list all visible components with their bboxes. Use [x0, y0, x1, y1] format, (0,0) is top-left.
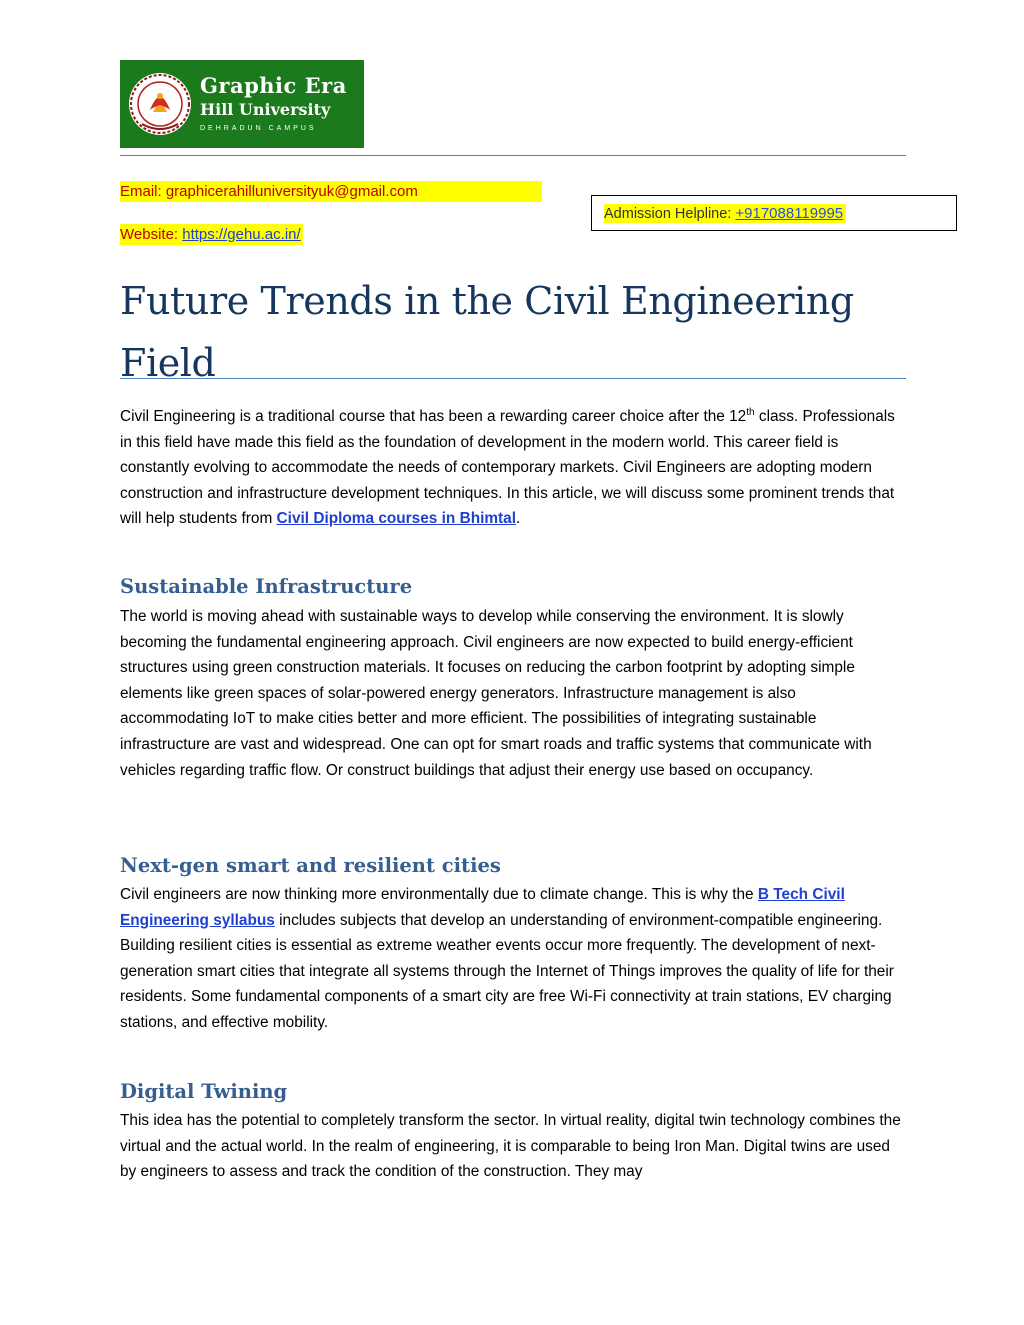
website-link[interactable]: https://gehu.ac.in/ — [182, 226, 301, 243]
intro-text-2: class. Professionals in this field have made this field as the foundation of development in the modern world. This career field is constantly evolving to accommodate the needs of contemporary markets. Civil Engineers are adopting modern construction and infrastructure development techniques. In this article, we will discuss some prominent trends that will help students from — [120, 408, 895, 528]
contact-email: Email: graphicerahilluniversityuk@gmail.com — [120, 181, 542, 202]
logo-campus-label: DEHRADUN CAMPUS — [200, 125, 317, 132]
helpline-label: Admission Helpline: — [604, 206, 736, 222]
intro-text-3: . — [516, 510, 521, 528]
admission-helpline-box — [591, 195, 957, 231]
civil-diploma-link[interactable]: Civil Diploma courses in Bhimtal — [276, 510, 517, 528]
title-divider — [120, 378, 906, 379]
nextgen-text-1: Civil engineers are now thinking more environmentally due to climate change. This is why the — [120, 886, 758, 903]
contact-website — [120, 224, 303, 245]
section-heading-sustainable: Sustainable Infrastructure — [120, 575, 413, 598]
nextgen-text-2: includes subjects that develop an understanding of environment-compatible engineering. Building resilient cities is essential as extreme weather events occur more frequently. The development of next-generation smart cities that integrate all systems through the Internet of Things improves the quality of life for their residents. Some fundamental components of a smart city are free Wi-Fi connectivity at train stations, EV charging stations, and effective mobility. — [120, 911, 894, 1031]
intro-superscript: th — [746, 406, 755, 418]
section-body-sustainable: The world is moving ahead with sustainable ways to develop while conserving the environment. It is slowly becoming the fundamental engineering approach. Civil engineers are now expected to build energy-efficient structures using green construction materials. It focuses on reducing the carbon footprint by adopting simple elements like green spaces of solar-powered energy generators. Infrastructure management is also accommodating IoT to make cities better and more efficient. The possibilities of integrating sustainable infrastructure are vast and widespread. One can opt for smart roads and traffic systems that communicate with vehicles regarding traffic flow. Or construct buildings that adjust their energy use based on occupancy. — [120, 608, 872, 779]
header-divider — [120, 155, 906, 156]
section-body-digital: This idea has the potential to completely transform the sector. In virtual reality, digital twin technology combines the virtual and the actual world. In the realm of engineering, it is comparable to being Iron Man. Digital twins are used by engineers to assess and track the condition of the construction. They may — [120, 1112, 901, 1181]
btech-syllabus-link[interactable]: B Tech Civil Engineering syllabus — [120, 886, 845, 929]
intro-text-1: Civil Engineering is a traditional course that has been a rewarding career choice after the 12 — [120, 408, 747, 425]
logo-title-line2: Hill University — [200, 100, 331, 119]
article-title: Future Trends in the Civil Engineering Field — [120, 279, 854, 385]
logo-title-line1: Graphic Era — [200, 73, 347, 98]
section-heading-nextgen: Next-gen smart and resilient cities — [120, 854, 501, 877]
university-logo — [120, 60, 364, 148]
helpline-phone-link[interactable]: +917088119995 — [735, 205, 844, 222]
section-body-nextgen — [120, 882, 906, 1036]
helpline-highlight — [604, 204, 846, 223]
section-heading-digital: Digital Twining — [120, 1080, 288, 1103]
university-emblem-icon — [120, 60, 200, 148]
website-label: Website: — [120, 226, 183, 243]
intro-paragraph — [120, 404, 906, 532]
